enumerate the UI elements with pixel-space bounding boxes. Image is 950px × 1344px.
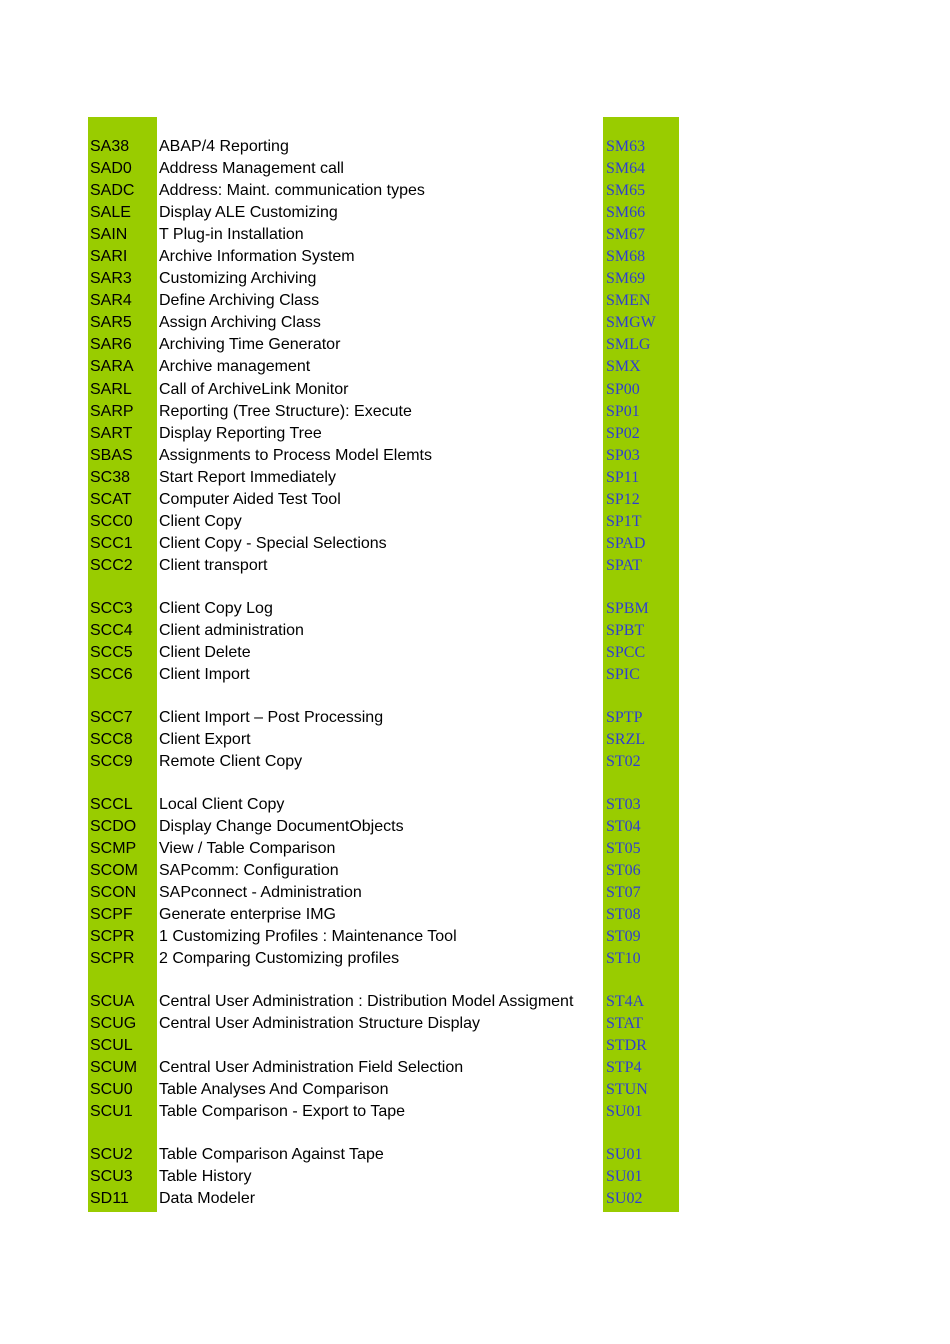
related-transaction-code: SMX bbox=[606, 358, 641, 375]
transaction-code: SCC9 bbox=[90, 753, 133, 770]
transaction-description: Archive Information System bbox=[159, 248, 355, 265]
transaction-code: SAR3 bbox=[90, 270, 132, 287]
table-row bbox=[0, 511, 950, 533]
transaction-description: Computer Aided Test Tool bbox=[159, 491, 341, 508]
transaction-description: Table Comparison Against Tape bbox=[159, 1146, 384, 1163]
transaction-code: SAIN bbox=[90, 226, 128, 243]
table-row bbox=[0, 991, 950, 1013]
transaction-code: SCU3 bbox=[90, 1168, 133, 1185]
transaction-code: SCUM bbox=[90, 1059, 138, 1076]
transaction-description: Client Copy - Special Selections bbox=[159, 535, 387, 552]
transaction-code: SBAS bbox=[90, 447, 133, 464]
related-transaction-code: SPBM bbox=[606, 600, 649, 617]
transaction-code: SAR5 bbox=[90, 314, 132, 331]
related-transaction-code: SRZL bbox=[606, 731, 646, 748]
table-row bbox=[0, 290, 950, 312]
related-transaction-code: ST10 bbox=[606, 950, 641, 967]
transaction-code: SART bbox=[90, 425, 133, 442]
transaction-description: Client Import bbox=[159, 666, 250, 683]
related-transaction-code: SP03 bbox=[606, 447, 640, 464]
transaction-description: Generate enterprise IMG bbox=[159, 906, 336, 923]
transaction-description: Client transport bbox=[159, 557, 268, 574]
transaction-description: Display Reporting Tree bbox=[159, 425, 322, 442]
transaction-description: T Plug-in Installation bbox=[159, 226, 304, 243]
transaction-description: Central User Administration Structure Display bbox=[159, 1015, 481, 1032]
related-transaction-code: ST09 bbox=[606, 928, 641, 945]
related-transaction-code: STDR bbox=[606, 1037, 647, 1054]
related-transaction-code: SPAT bbox=[606, 557, 642, 574]
transaction-description: Define Archiving Class bbox=[159, 292, 320, 309]
transaction-code: SD11 bbox=[90, 1190, 129, 1207]
transaction-description: Reporting (Tree Structure): Execute bbox=[159, 403, 412, 420]
transaction-description: ABAP/4 Reporting bbox=[159, 138, 289, 155]
table-row bbox=[0, 729, 950, 751]
table-row bbox=[0, 555, 950, 577]
related-transaction-code: ST06 bbox=[606, 862, 641, 879]
transaction-code: SARL bbox=[90, 381, 132, 398]
transaction-code: SARP bbox=[90, 403, 134, 420]
transaction-code: SARI bbox=[90, 248, 128, 265]
table-row bbox=[0, 598, 950, 620]
table-row bbox=[0, 158, 950, 180]
table-row bbox=[0, 445, 950, 467]
related-transaction-code: ST04 bbox=[606, 818, 641, 835]
transaction-code: SCC0 bbox=[90, 513, 133, 530]
related-transaction-code: SPIC bbox=[606, 666, 640, 683]
transaction-code: SADC bbox=[90, 182, 135, 199]
table-row bbox=[0, 1188, 950, 1210]
related-transaction-code: SP12 bbox=[606, 491, 640, 508]
related-transaction-code: SPAD bbox=[606, 535, 646, 552]
table-row bbox=[0, 467, 950, 489]
transaction-description: Client Copy Log bbox=[159, 600, 273, 617]
related-transaction-code: SMEN bbox=[606, 292, 651, 309]
table-row bbox=[0, 1101, 950, 1123]
transaction-code: SCC5 bbox=[90, 644, 133, 661]
transaction-code: SCOM bbox=[90, 862, 138, 879]
related-transaction-code: SP01 bbox=[606, 403, 640, 420]
table-row bbox=[0, 423, 950, 445]
related-transaction-code: ST08 bbox=[606, 906, 641, 923]
transaction-description: Central User Administration : Distribution Model Assigment bbox=[159, 993, 574, 1010]
transaction-code: SCC1 bbox=[90, 535, 133, 552]
table-row bbox=[0, 1057, 950, 1079]
transaction-code: SCU0 bbox=[90, 1081, 133, 1098]
transaction-description: View / Table Comparison bbox=[159, 840, 336, 857]
transaction-description: Remote Client Copy bbox=[159, 753, 303, 770]
table-row bbox=[0, 268, 950, 290]
related-transaction-code: SMGW bbox=[606, 314, 656, 331]
table-row bbox=[0, 246, 950, 268]
transaction-code: SCC2 bbox=[90, 557, 133, 574]
related-transaction-code: ST07 bbox=[606, 884, 641, 901]
transaction-description: Customizing Archiving bbox=[159, 270, 317, 287]
transaction-description: Archive management bbox=[159, 358, 311, 375]
transaction-description: 2 Comparing Customizing profiles bbox=[159, 950, 400, 967]
table-row bbox=[0, 948, 950, 970]
table-row bbox=[0, 356, 950, 378]
table-row bbox=[0, 904, 950, 926]
transaction-code: SCCL bbox=[90, 796, 133, 813]
table-row bbox=[0, 1013, 950, 1035]
transaction-code: SCDO bbox=[90, 818, 137, 835]
transaction-code: SCPR bbox=[90, 928, 135, 945]
related-transaction-code: SPTP bbox=[606, 709, 643, 726]
transaction-description: Table Comparison - Export to Tape bbox=[159, 1103, 406, 1120]
table-row bbox=[0, 533, 950, 555]
related-transaction-code: SM65 bbox=[606, 182, 646, 199]
table-row bbox=[0, 707, 950, 729]
transaction-code: SCU2 bbox=[90, 1146, 133, 1163]
transaction-code: SC38 bbox=[90, 469, 131, 486]
transaction-code: SARA bbox=[90, 358, 134, 375]
transaction-code: SCC3 bbox=[90, 600, 133, 617]
table-row bbox=[0, 489, 950, 511]
related-transaction-code: SPBT bbox=[606, 622, 645, 639]
table-row bbox=[0, 379, 950, 401]
related-transaction-code: ST03 bbox=[606, 796, 641, 813]
transaction-code: SCPF bbox=[90, 906, 133, 923]
transaction-code: SCON bbox=[90, 884, 137, 901]
table-row bbox=[0, 1144, 950, 1166]
transaction-code: SCC7 bbox=[90, 709, 133, 726]
related-transaction-code: SU02 bbox=[606, 1190, 643, 1207]
transaction-code: SALE bbox=[90, 204, 131, 221]
transaction-description: Table Analyses And Comparison bbox=[159, 1081, 389, 1098]
table-row bbox=[0, 642, 950, 664]
related-transaction-code: SM66 bbox=[606, 204, 646, 221]
transaction-code: SAR6 bbox=[90, 336, 132, 353]
transaction-description: Address Management call bbox=[159, 160, 344, 177]
related-transaction-code: SP00 bbox=[606, 381, 640, 398]
transaction-description: SAPcomm: Configuration bbox=[159, 862, 339, 879]
table-row bbox=[0, 816, 950, 838]
transaction-description: Address: Maint. communication types bbox=[159, 182, 425, 199]
transaction-description: Client administration bbox=[159, 622, 304, 639]
table-row bbox=[0, 664, 950, 686]
related-transaction-code: STAT bbox=[606, 1015, 643, 1032]
table-row bbox=[0, 312, 950, 334]
table-row bbox=[0, 751, 950, 773]
transaction-code: SA38 bbox=[90, 138, 130, 155]
transaction-code: SCC8 bbox=[90, 731, 133, 748]
related-transaction-code: SM69 bbox=[606, 270, 646, 287]
transaction-description: Assign Archiving Class bbox=[159, 314, 321, 331]
related-transaction-code: SM64 bbox=[606, 160, 646, 177]
transaction-code: SCUA bbox=[90, 993, 135, 1010]
table-row bbox=[0, 180, 950, 202]
transaction-code: SAR4 bbox=[90, 292, 132, 309]
table-row bbox=[0, 926, 950, 948]
table-row bbox=[0, 202, 950, 224]
transaction-description: Client Export bbox=[159, 731, 251, 748]
table-row bbox=[0, 620, 950, 642]
related-transaction-code: SPCC bbox=[606, 644, 646, 661]
table-row bbox=[0, 224, 950, 246]
table-row bbox=[0, 794, 950, 816]
transaction-code: SAD0 bbox=[90, 160, 132, 177]
related-transaction-code: SP1T bbox=[606, 513, 642, 530]
transaction-description: SAPconnect - Administration bbox=[159, 884, 362, 901]
transaction-code: SCC4 bbox=[90, 622, 133, 639]
transaction-code: SCUL bbox=[90, 1037, 133, 1054]
transaction-code: SCMP bbox=[90, 840, 137, 857]
transaction-code: SCC6 bbox=[90, 666, 133, 683]
transaction-description: Assignments to Process Model Elemts bbox=[159, 447, 432, 464]
transaction-description: 1 Customizing Profiles : Maintenance Tool bbox=[159, 928, 457, 945]
transaction-description: Local Client Copy bbox=[159, 796, 285, 813]
table-row bbox=[0, 882, 950, 904]
transaction-description: Archiving Time Generator bbox=[159, 336, 341, 353]
related-transaction-code: SU01 bbox=[606, 1103, 643, 1120]
transaction-description: Display Change DocumentObjects bbox=[159, 818, 404, 835]
table-row bbox=[0, 860, 950, 882]
transaction-description: Table History bbox=[159, 1168, 252, 1185]
table-row bbox=[0, 401, 950, 423]
transaction-description: Client Copy bbox=[159, 513, 242, 530]
related-transaction-code: SP11 bbox=[606, 469, 640, 486]
related-transaction-code: ST05 bbox=[606, 840, 641, 857]
related-transaction-code: SU01 bbox=[606, 1146, 643, 1163]
related-transaction-code: ST02 bbox=[606, 753, 641, 770]
transaction-description: Client Import – Post Processing bbox=[159, 709, 384, 726]
related-transaction-code: SM68 bbox=[606, 248, 646, 265]
transaction-code: SCAT bbox=[90, 491, 132, 508]
transaction-description: Start Report Immediately bbox=[159, 469, 336, 486]
related-transaction-code: ST4A bbox=[606, 993, 645, 1010]
table-row bbox=[0, 1166, 950, 1188]
related-transaction-code: SM63 bbox=[606, 138, 646, 155]
table-row bbox=[0, 1079, 950, 1101]
related-transaction-code: SP02 bbox=[606, 425, 640, 442]
transaction-description: Data Modeler bbox=[159, 1190, 256, 1207]
related-transaction-code: SM67 bbox=[606, 226, 646, 243]
transaction-code: SCUG bbox=[90, 1015, 137, 1032]
transaction-description: Central User Administration Field Selection bbox=[159, 1059, 464, 1076]
related-transaction-code: SU01 bbox=[606, 1168, 643, 1185]
table-row bbox=[0, 136, 950, 158]
table-row bbox=[0, 1035, 950, 1057]
transaction-code: SCU1 bbox=[90, 1103, 133, 1120]
transaction-description: Display ALE Customizing bbox=[159, 204, 338, 221]
related-transaction-code: STUN bbox=[606, 1081, 648, 1098]
related-transaction-code: SMLG bbox=[606, 336, 651, 353]
table-row bbox=[0, 334, 950, 356]
transaction-code: SCPR bbox=[90, 950, 135, 967]
related-transaction-code: STP4 bbox=[606, 1059, 642, 1076]
transaction-description: Call of ArchiveLink Monitor bbox=[159, 381, 349, 398]
transaction-description: Client Delete bbox=[159, 644, 251, 661]
table-row bbox=[0, 838, 950, 860]
